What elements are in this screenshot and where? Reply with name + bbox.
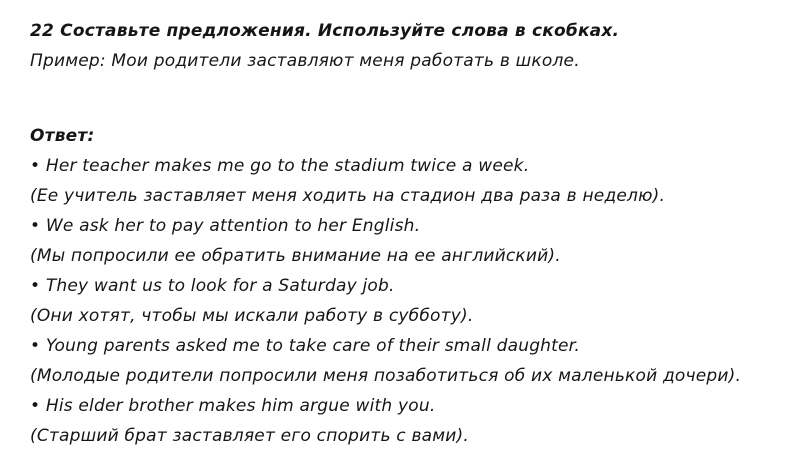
exercise-title: 22 Составьте предложения. Используйте слова в скобках.: [30, 21, 620, 41]
spacer: [30, 76, 780, 121]
answer-item-ru: (Молодые родители попросили меня позаботиться об их маленькой дочери).: [30, 366, 742, 386]
answer-item-en: • His elder brother makes him argue with you.: [30, 396, 436, 416]
answer-label: Ответ:: [30, 126, 95, 146]
answer-item-ru: (Они хотят, чтобы мы искали работу в субботу).: [30, 306, 474, 326]
answer-item-en: • Her teacher makes me go to the stadium twice a week.: [30, 156, 530, 176]
example-line: Пример: Мои родители заставляют меня работать в школе.: [30, 51, 580, 71]
answer-item-ru: (Старший брат заставляет его спорить с вами).: [30, 426, 469, 446]
answer-item-en: • They want us to look for a Saturday job.: [30, 276, 395, 296]
answer-item-ru: (Мы попросили ее обратить внимание на ее английский).: [30, 246, 561, 266]
answer-item-en: • Young parents asked me to take care of their small daughter.: [30, 336, 580, 356]
answer-item-ru: (Ее учитель заставляет меня ходить на стадион два раза в неделю).: [30, 186, 666, 206]
answer-item-en: • We ask her to pay attention to her English.: [30, 216, 421, 236]
